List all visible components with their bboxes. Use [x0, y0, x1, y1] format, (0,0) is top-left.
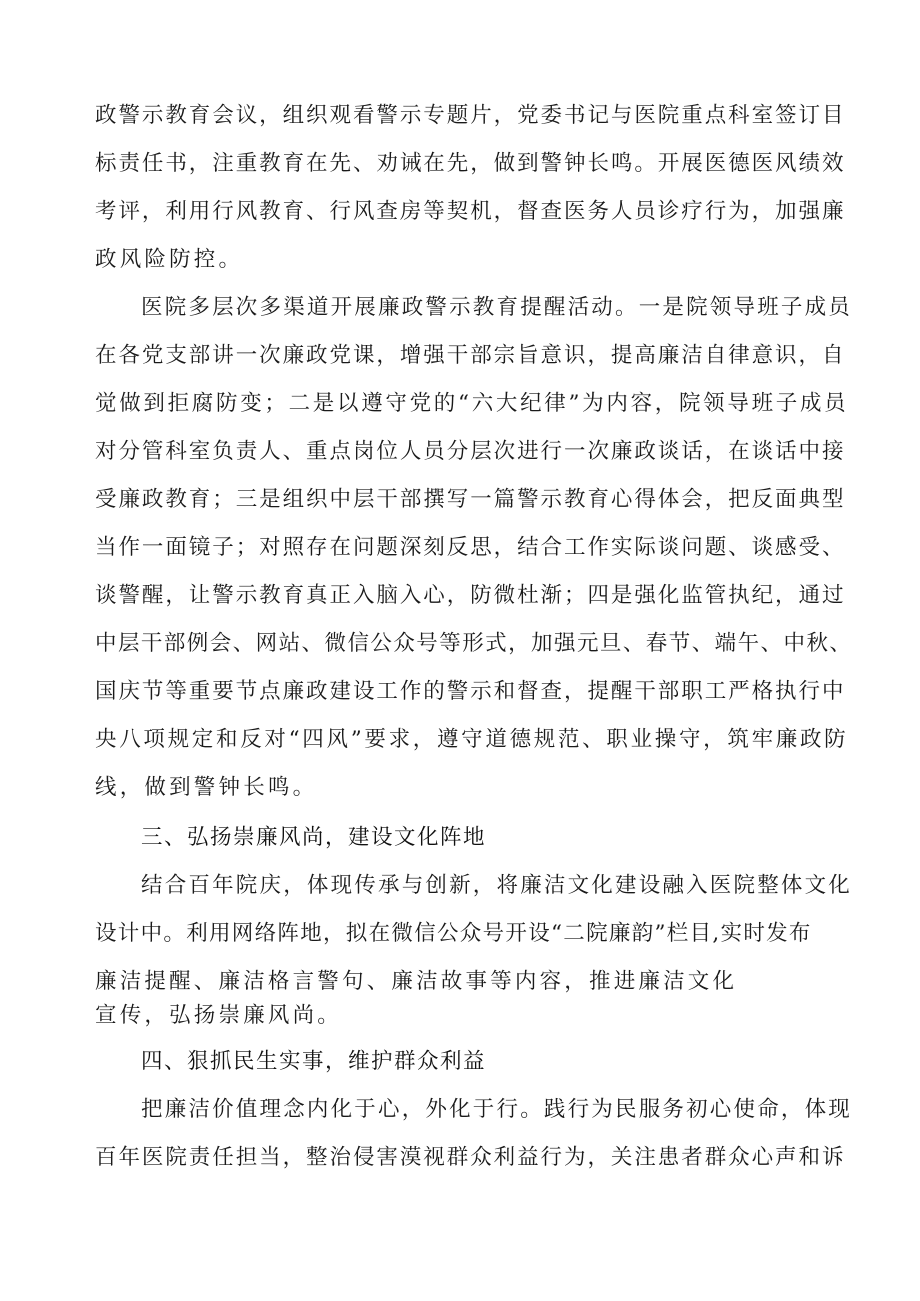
- text-line: 标责任书，注重教育在先、劝诫在先，做到警钟长鸣。开展医德医风绩效: [95, 151, 846, 176]
- text-line: 央八项规定和反对“四风”要求，遵守道德规范、职业操守，筑牢廉政防: [95, 727, 849, 752]
- text-line: 政警示教育会议，组织观看警示专题片，党委书记与医院重点科室签订目: [95, 103, 846, 128]
- text-line: 对分管科室负责人、重点岗位人员分层次进行一次廉政谈话，在谈话中接: [95, 439, 846, 464]
- text-line: 廉洁提醒、廉洁格言警句、廉洁故事等内容，推进廉洁文化: [95, 969, 738, 994]
- text-line: 中层干部例会、网站、微信公众号等形式，加强元旦、春节、端午、中秋、: [95, 631, 853, 656]
- text-line: 受廉政教育；三是组织中层干部撰写一篇警示教育心得体会，把反面典型: [95, 487, 846, 512]
- text-line: 国庆节等重要节点廉政建设工作的警示和督查，提醒干部职工严格执行中: [95, 679, 846, 704]
- text-line: 当作一面镜子；对照存在问题深刻反思，结合工作实际谈问题、谈感受、: [95, 535, 846, 560]
- text-line: 把廉洁价值理念内化于心，外化于行。践行为民服务初心使命，体现: [141, 1097, 853, 1122]
- text-line: 百年医院责任担当，整治侵害漠视群众利益行为，关注患者群众心声和诉: [95, 1145, 846, 1170]
- text-line: 结合百年院庆，体现传承与创新，将廉洁文化建设融入医院整体文化: [141, 873, 853, 898]
- section-heading-3: 三、弘扬崇廉风尚，建设文化阵地: [141, 825, 487, 850]
- text-line: 医院多层次多渠道开展廉政警示教育提醒活动。一是院领导班子成员: [141, 295, 853, 320]
- text-line: 宣传，弘扬崇廉风尚。: [95, 1003, 343, 1028]
- text-line: 政风险防控。: [95, 247, 244, 272]
- text-line: 在各党支部讲一次廉政党课，增强干部宗旨意识，提高廉洁自律意识，自: [95, 343, 846, 368]
- section-heading-4: 四、狠抓民生实事，维护群众利益: [141, 1049, 487, 1074]
- text-line: 考评，利用行风教育、行风查房等契机，督查医务人员诊疗行为，加强廉: [95, 199, 846, 224]
- text-line: 觉做到拒腐防变；二是以遵守党的“六大纪律”为内容，院领导班子成员: [95, 391, 849, 416]
- text-line: 线，做到警钟长鸣。: [95, 775, 318, 800]
- text-line: 设计中。利用网络阵地，拟在微信公众号开设“二院廉韵”栏目,实时发布: [95, 921, 812, 946]
- text-line: 谈警醒，让警示教育真正入脑入心，防微杜渐；四是强化监管执纪，通过: [95, 583, 846, 608]
